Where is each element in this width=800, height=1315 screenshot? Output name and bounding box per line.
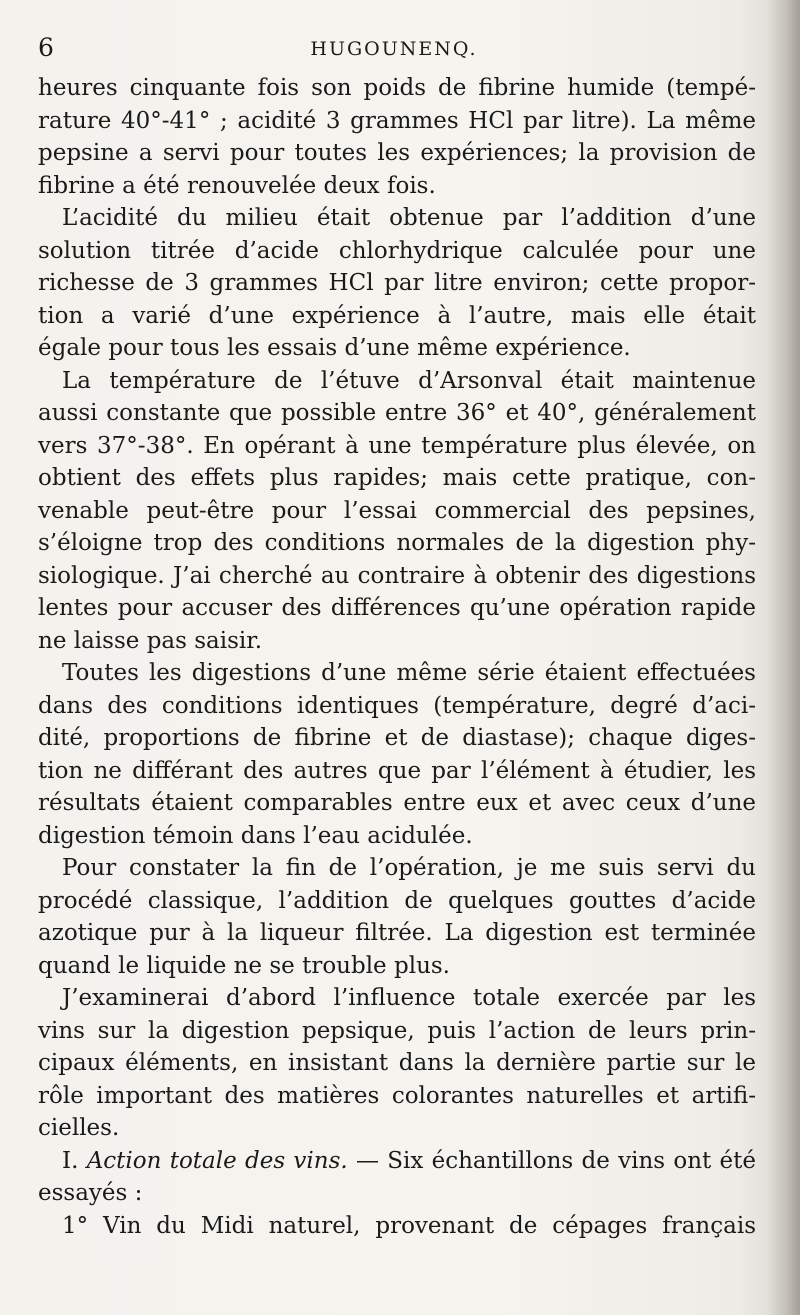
section-rest: — Six échantillons de vins ont été xyxy=(347,1147,756,1174)
text-line: tion a varié d’une expérience à l’autre, mais elle était xyxy=(38,302,756,329)
section-continuation: essayés : xyxy=(38,1180,143,1206)
page-edge-shadow xyxy=(766,0,800,1315)
text-line: s’éloigne trop des conditions normales de la digestion phy- xyxy=(38,530,756,556)
text-line: cipaux éléments, en insistant dans la dernière partie sur le xyxy=(38,1050,756,1076)
text-line: rature 40°-41° ; acidité 3 grammes HCl par litre). La même xyxy=(38,107,756,134)
text-line: dans des conditions identiques (température, degré d’aci- xyxy=(38,692,756,719)
text-line: J’examinerai d’abord l’influence totale exercée par les xyxy=(62,985,756,1011)
running-head: HUGOUNENQ. xyxy=(310,38,478,60)
text-line: solution titrée d’acide chlorhydrique calculée pour une xyxy=(38,237,756,264)
body-text xyxy=(38,72,756,1242)
text-line: L’acidité du milieu était obtenue par l’addition d’une xyxy=(62,205,756,231)
text-line: rôle important des matières colorantes naturelles et artifi- xyxy=(38,1082,756,1109)
text-line: richesse de 3 grammes HCl par litre environ; cette propor- xyxy=(38,270,756,296)
section-number: I. xyxy=(62,1147,79,1174)
text-line: La température de l’étuve d’Arsonval était maintenue xyxy=(62,367,756,394)
text-line: venable peut-être pour l’essai commercial des pepsines, xyxy=(38,497,756,524)
text-line: obtient des effets plus rapides; mais cette pratique, con- xyxy=(38,465,756,491)
text-line: aussi constante que possible entre 36° et 40°, généralement xyxy=(38,400,756,426)
text-line: pepsine a servi pour toutes les expériences; la provision de xyxy=(38,140,756,166)
text-line: siologique. J’ai cherché au contraire à obtenir des digestions xyxy=(38,562,756,589)
text-line: résultats étaient comparables entre eux et avec ceux d’une xyxy=(38,790,756,816)
text-line: vins sur la digestion pepsique, puis l’action de leurs prin- xyxy=(38,1017,756,1044)
text-line: lentes pour accuser des différences qu’une opération rapide xyxy=(38,595,756,621)
text-line: vers 37°-38°. En opérant à une température plus élevée, on xyxy=(38,432,756,459)
page-number: 6 xyxy=(38,33,54,62)
page-header xyxy=(38,30,750,66)
text-line: ne laisse pas saisir. xyxy=(38,627,263,654)
text-line: azotique pur à la liqueur filtrée. La digestion est terminée xyxy=(38,920,756,946)
section-title: Action totale des vins. xyxy=(86,1147,348,1174)
text-line: cielles. xyxy=(38,1115,120,1141)
list-item-line: 1° Vin du Midi naturel, provenant de cépages français xyxy=(62,1212,756,1239)
section-heading-line xyxy=(38,1145,756,1178)
text-line: Toutes les digestions d’une même série étaient effectuées xyxy=(62,660,756,686)
text-line: digestion témoin dans l’eau acidulée. xyxy=(38,822,473,849)
text-line: tion ne différant des autres que par l’élément à étudier, les xyxy=(38,757,756,784)
text-line: procédé classique, l’addition de quelques gouttes d’acide xyxy=(38,887,756,914)
text-line: heures cinquante fois son poids de fibrine humide (tempé- xyxy=(38,75,756,101)
text-line: égale pour tous les essais d’une même expérience. xyxy=(38,335,631,361)
text-line: dité, proportions de fibrine et de diastase); chaque diges- xyxy=(38,725,756,751)
text-line: fibrine a été renouvelée deux fois. xyxy=(38,172,436,199)
text-line: Pour constater la fin de l’opération, je me suis servi du xyxy=(62,855,756,881)
text-line: quand le liquide ne se trouble plus. xyxy=(38,952,450,979)
